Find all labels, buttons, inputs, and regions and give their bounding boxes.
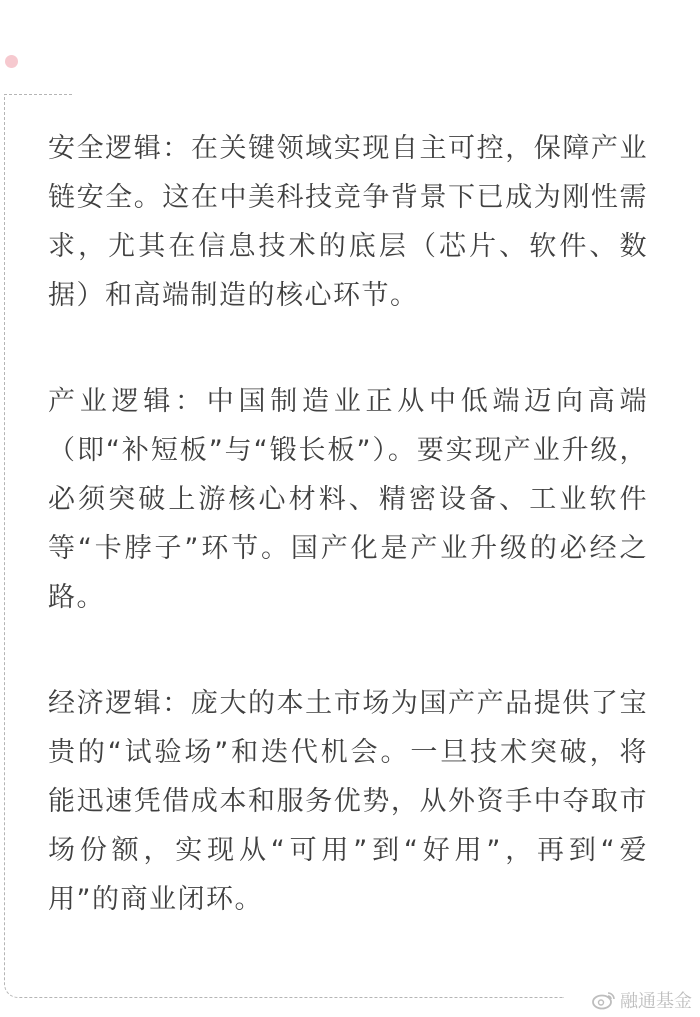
watermark [592, 987, 692, 1013]
paragraph-security-logic: 安全逻辑：在关键领域实现自主可控，保障产业链安全。这在中美科技竞争背景下已成为刚性需求，尤其在信息技术的底层（芯片、软件、数据）和高端制造的核心环节。 [48, 133, 648, 311]
article-body [48, 124, 648, 981]
watermark-text: 融通基金 [620, 991, 692, 1012]
paragraph-economic-logic: 经济逻辑：庞大的本土市场为国产产品提供了宝贵的“试验场”和迭代机会。一旦技术突破，将能迅速凭借成本和服务优势，从外资手中夺取市场份额，实现从“可用”到“好用”，再到“爱用”的商业闭环。 [48, 688, 648, 915]
paragraph-industry-logic: 产业逻辑：中国制造业正从中低端迈向高端（即“补短板”与“锻长板”）。要实现产业升级，必须突破上游核心材料、精密设备、工业软件等“卡脖子”环节。国产化是产业升级的必经之路。 [48, 386, 648, 613]
weibo-icon [592, 990, 616, 1010]
decorative-dot [5, 55, 18, 68]
